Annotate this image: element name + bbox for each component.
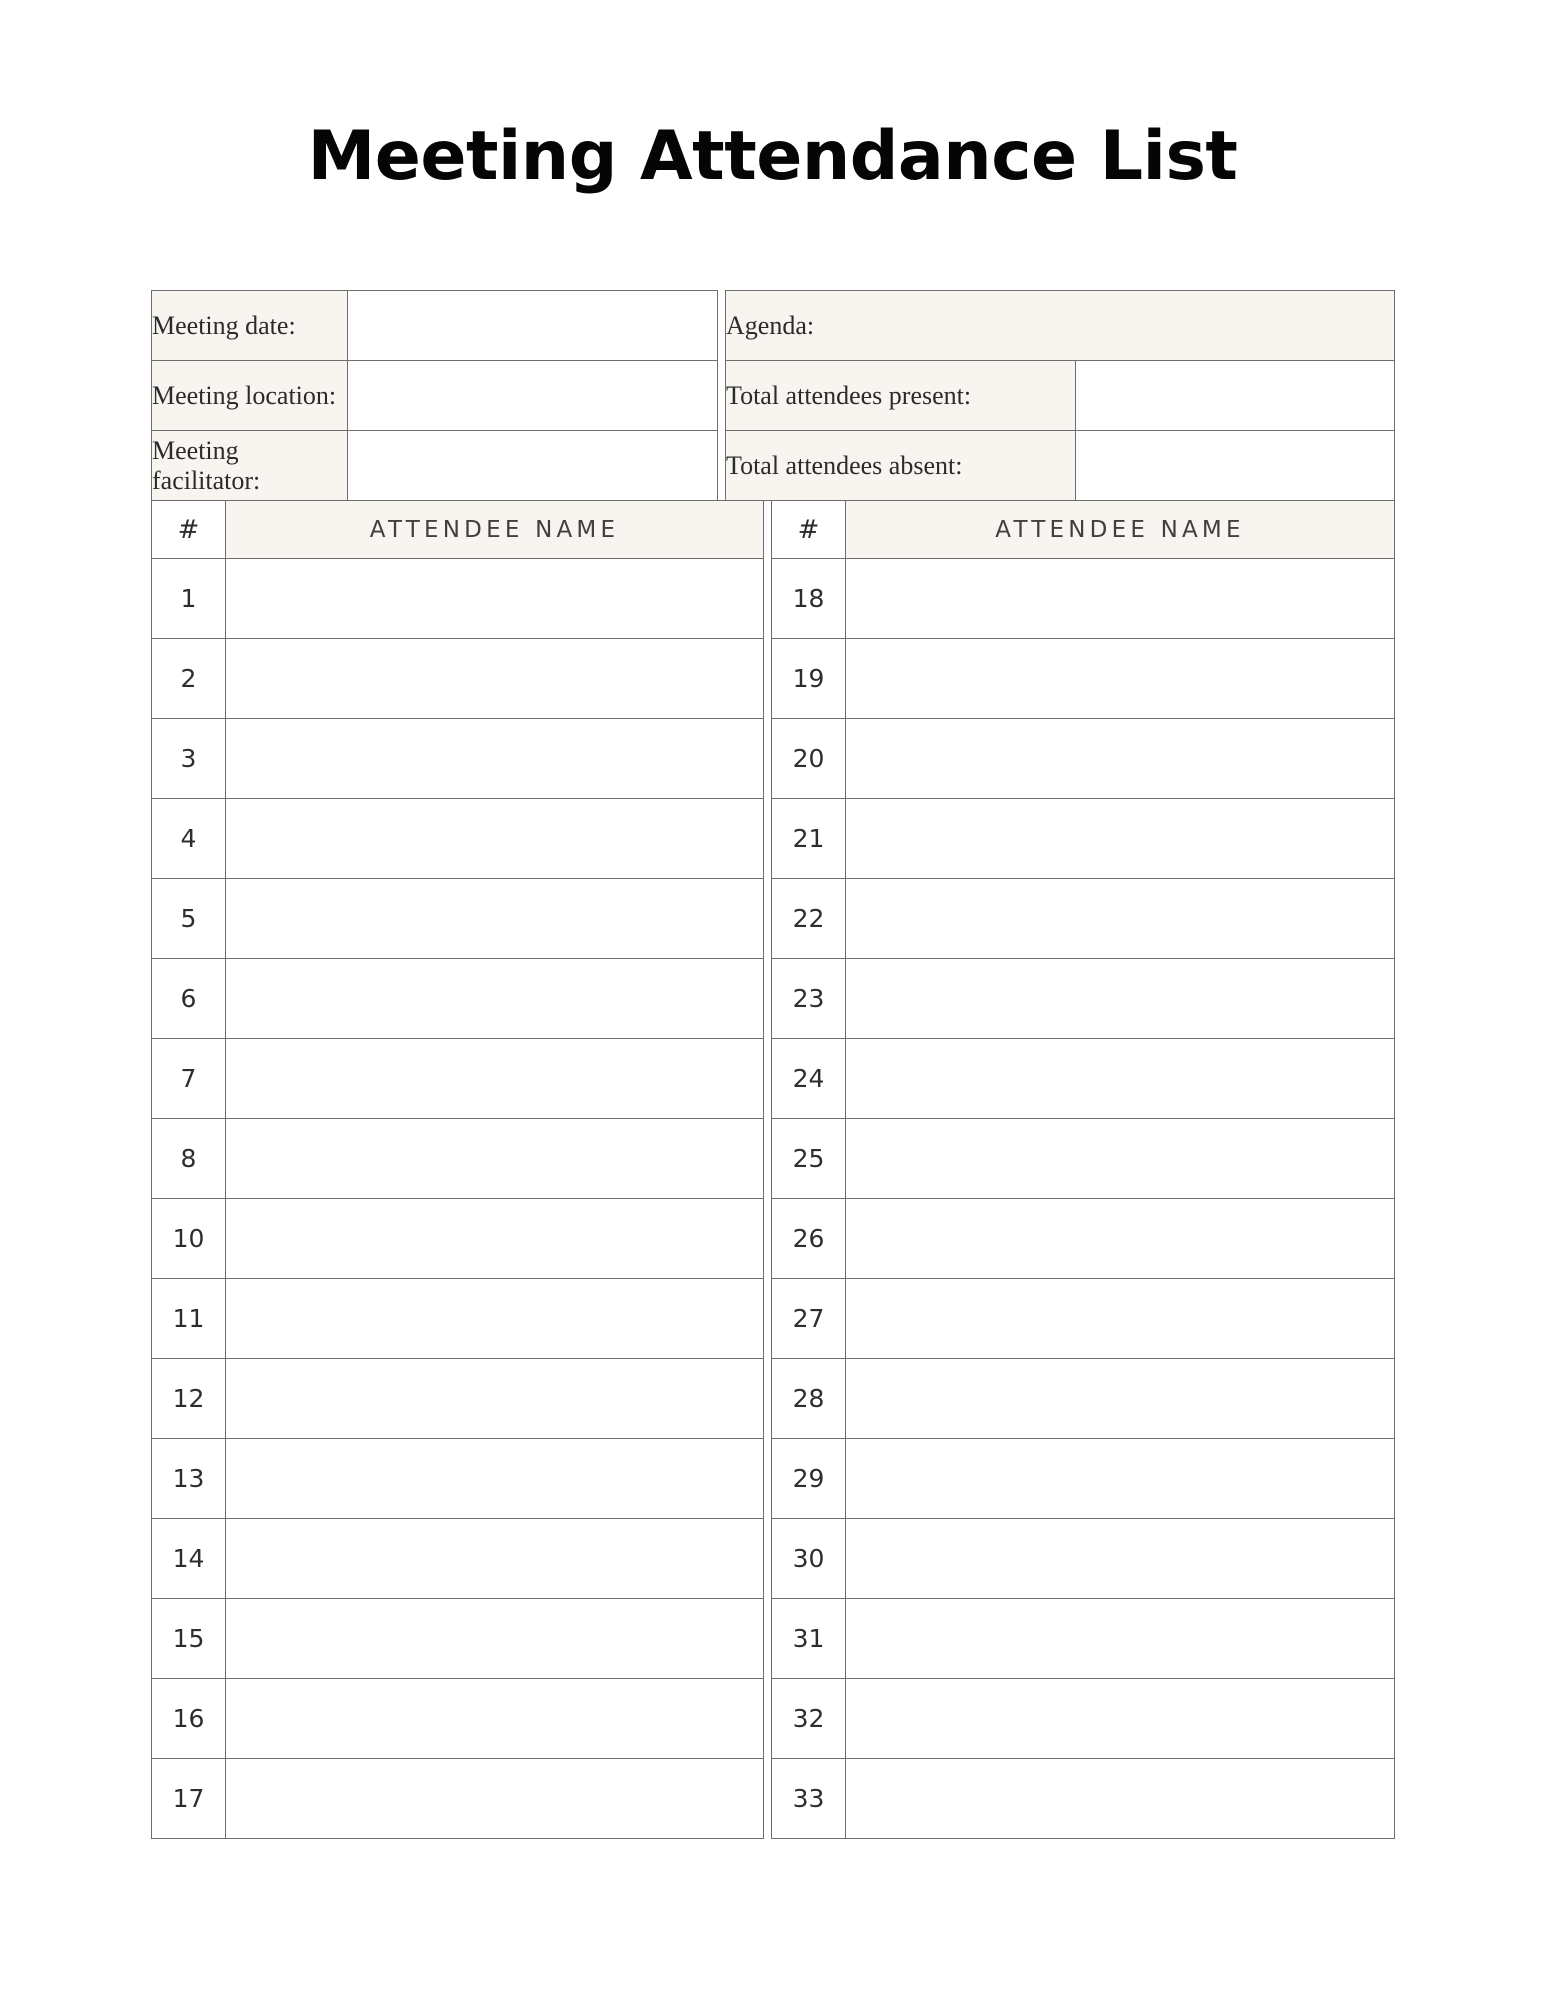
row-number: 11 — [152, 1279, 226, 1359]
attendee-name-field[interactable] — [226, 1199, 764, 1279]
row-number: 4 — [152, 799, 226, 879]
row-number: 13 — [152, 1439, 226, 1519]
column-gutter — [764, 799, 772, 879]
attendance-row — [152, 1759, 1395, 1839]
attendee-name-field[interactable] — [846, 1439, 1395, 1519]
attendee-name-field[interactable] — [846, 559, 1395, 639]
attendee-name-field[interactable] — [846, 799, 1395, 879]
info-label-cell: Meeting facilitator: — [152, 431, 348, 501]
info-value-field[interactable] — [348, 431, 718, 501]
attendee-name-field[interactable] — [226, 799, 764, 879]
row-number: 6 — [152, 959, 226, 1039]
attendance-header-row — [152, 501, 1395, 559]
attendee-name-field[interactable] — [846, 1759, 1395, 1839]
info-label-cell: Total attendees present: — [726, 361, 1076, 431]
attendee-name-field[interactable] — [226, 959, 764, 1039]
row-number: 28 — [772, 1359, 846, 1439]
attendance-row — [152, 1039, 1395, 1119]
row-number: 30 — [772, 1519, 846, 1599]
row-number: 23 — [772, 959, 846, 1039]
attendee-name-field[interactable] — [226, 559, 764, 639]
info-label-cell: Meeting location: — [152, 361, 348, 431]
attendee-name-field[interactable] — [846, 1359, 1395, 1439]
column-gutter — [764, 639, 772, 719]
column-gutter — [764, 559, 772, 639]
info-value-field[interactable] — [1076, 431, 1395, 501]
attendance-row — [152, 639, 1395, 719]
attendee-name-field[interactable] — [846, 1519, 1395, 1599]
row-number: 3 — [152, 719, 226, 799]
attendee-name-field[interactable] — [846, 1199, 1395, 1279]
column-gutter — [764, 719, 772, 799]
row-number: 7 — [152, 1039, 226, 1119]
row-number: 26 — [772, 1199, 846, 1279]
attendee-name-field[interactable] — [226, 1439, 764, 1519]
agenda-label-cell[interactable]: Agenda: — [726, 291, 1395, 361]
attendance-row — [152, 959, 1395, 1039]
row-number: 18 — [772, 559, 846, 639]
attendee-name-field[interactable] — [846, 1119, 1395, 1199]
row-number: 2 — [152, 639, 226, 719]
column-gutter — [764, 1439, 772, 1519]
attendance-row — [152, 719, 1395, 799]
header-number-left: # — [152, 501, 226, 559]
attendee-name-field[interactable] — [226, 1599, 764, 1679]
attendee-name-field[interactable] — [226, 1519, 764, 1599]
column-gutter — [764, 1279, 772, 1359]
attendance-row — [152, 559, 1395, 639]
attendee-name-field[interactable] — [846, 879, 1395, 959]
column-gutter — [764, 1599, 772, 1679]
meeting-info-row — [152, 431, 1395, 501]
attendee-name-field[interactable] — [226, 1679, 764, 1759]
attendance-row — [152, 879, 1395, 959]
row-number: 24 — [772, 1039, 846, 1119]
row-number: 16 — [152, 1679, 226, 1759]
row-number: 8 — [152, 1119, 226, 1199]
attendance-table — [151, 500, 1395, 1839]
row-number: 12 — [152, 1359, 226, 1439]
attendance-row — [152, 1199, 1395, 1279]
row-number: 22 — [772, 879, 846, 959]
attendance-row — [152, 1359, 1395, 1439]
attendee-name-field[interactable] — [226, 879, 764, 959]
meeting-info-row — [152, 291, 1395, 361]
attendee-name-field[interactable] — [226, 1279, 764, 1359]
column-gutter — [764, 1119, 772, 1199]
row-number: 17 — [152, 1759, 226, 1839]
attendee-name-field[interactable] — [846, 639, 1395, 719]
attendee-name-field[interactable] — [226, 1119, 764, 1199]
attendee-name-field[interactable] — [226, 639, 764, 719]
row-number: 25 — [772, 1119, 846, 1199]
column-gutter — [718, 291, 726, 361]
info-value-field[interactable] — [1076, 361, 1395, 431]
row-number: 5 — [152, 879, 226, 959]
header-name-left: ATTENDEE NAME — [226, 501, 764, 559]
column-gutter — [718, 361, 726, 431]
row-number: 15 — [152, 1599, 226, 1679]
info-value-field[interactable] — [348, 361, 718, 431]
column-gutter — [764, 1359, 772, 1439]
header-name-right: ATTENDEE NAME — [846, 501, 1395, 559]
attendee-name-field[interactable] — [846, 1279, 1395, 1359]
attendee-name-field[interactable] — [846, 1599, 1395, 1679]
attendance-row — [152, 1439, 1395, 1519]
info-label-cell: Total attendees absent: — [726, 431, 1076, 501]
header-number-right: # — [772, 501, 846, 559]
column-gutter — [764, 1519, 772, 1599]
column-gutter — [764, 1039, 772, 1119]
column-gutter — [764, 501, 772, 559]
row-number: 21 — [772, 799, 846, 879]
row-number: 31 — [772, 1599, 846, 1679]
attendee-name-field[interactable] — [226, 1359, 764, 1439]
attendee-name-field[interactable] — [846, 1039, 1395, 1119]
row-number: 32 — [772, 1679, 846, 1759]
info-value-field[interactable] — [348, 291, 718, 361]
attendance-section — [151, 500, 1394, 1839]
row-number: 19 — [772, 639, 846, 719]
row-number: 27 — [772, 1279, 846, 1359]
column-gutter — [764, 1679, 772, 1759]
row-number: 14 — [152, 1519, 226, 1599]
info-label-cell: Meeting date: — [152, 291, 348, 361]
attendance-row — [152, 1119, 1395, 1199]
row-number: 29 — [772, 1439, 846, 1519]
attendee-name-field[interactable] — [226, 1759, 764, 1839]
column-gutter — [764, 959, 772, 1039]
attendee-name-field[interactable] — [226, 1039, 764, 1119]
meeting-info-row — [152, 361, 1395, 431]
column-gutter — [764, 1199, 772, 1279]
attendee-name-field[interactable] — [846, 719, 1395, 799]
column-gutter — [764, 879, 772, 959]
attendance-row — [152, 1679, 1395, 1759]
row-number: 20 — [772, 719, 846, 799]
row-number: 1 — [152, 559, 226, 639]
column-gutter — [718, 431, 726, 501]
row-number: 33 — [772, 1759, 846, 1839]
attendance-row — [152, 1279, 1395, 1359]
page-title: Meeting Attendance List — [307, 117, 1238, 196]
meeting-info-table — [151, 290, 1395, 501]
meeting-info-section — [151, 290, 1394, 501]
attendance-row — [152, 1599, 1395, 1679]
row-number: 10 — [152, 1199, 226, 1279]
attendance-row — [152, 1519, 1395, 1599]
attendee-name-field[interactable] — [846, 959, 1395, 1039]
attendee-name-field[interactable] — [846, 1679, 1395, 1759]
attendance-row — [152, 799, 1395, 879]
column-gutter — [764, 1759, 772, 1839]
attendee-name-field[interactable] — [226, 719, 764, 799]
